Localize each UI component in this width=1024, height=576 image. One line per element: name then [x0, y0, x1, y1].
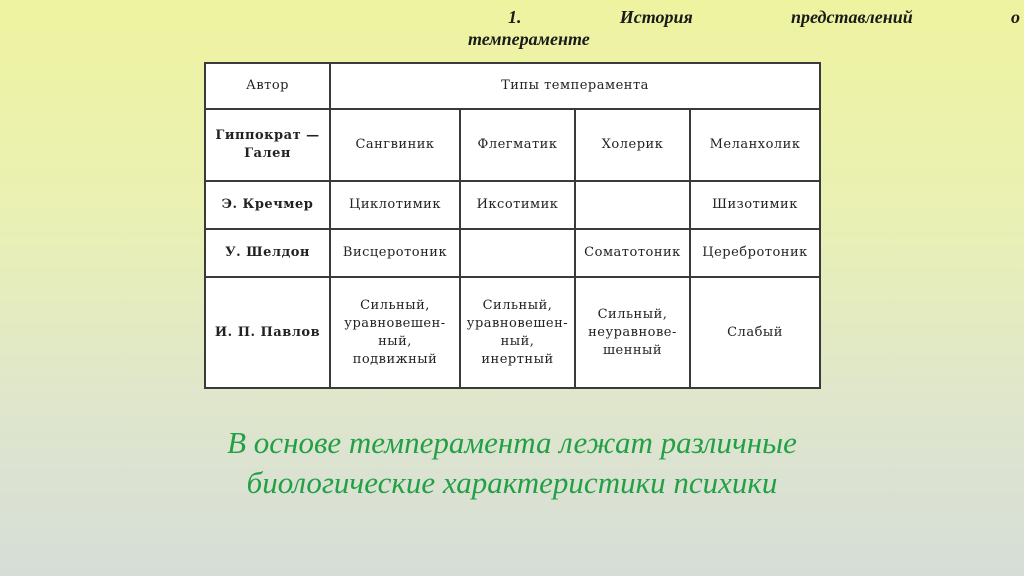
type-line: Холерик: [601, 137, 664, 152]
author-line: И. П. Павлов: [214, 324, 321, 340]
author-cell: [205, 109, 330, 181]
type-cell: [460, 229, 575, 277]
title-word-history: История: [619, 7, 693, 27]
type-cell: [330, 109, 460, 181]
subtitle-line-1: В основе темперамента лежат различные: [227, 425, 797, 460]
type-line: Слабый: [727, 324, 783, 340]
type-line: Сильный,: [482, 297, 553, 313]
title-line-2: темпераменте: [468, 29, 590, 49]
type-line: Меланхолик: [709, 137, 801, 152]
type-line: Шизотимик: [712, 197, 798, 212]
author-cell: [205, 277, 330, 388]
type-line: ный,: [500, 333, 535, 349]
author-line: Гален: [244, 146, 291, 161]
type-cell: [575, 109, 690, 181]
type-line: инертный: [481, 351, 554, 367]
type-line: Иксотимик: [476, 197, 559, 212]
type-line: Висцеротоник: [342, 245, 448, 260]
title-word-about: о: [1010, 7, 1020, 27]
type-line: уравновешен-: [466, 315, 569, 331]
subtitle-line-2: биологические характеристики психики: [246, 465, 778, 500]
table-row: [205, 109, 820, 181]
table-row: [205, 181, 820, 229]
type-cell: [690, 277, 820, 388]
type-cell: [330, 277, 460, 388]
header-author: Автор: [205, 63, 330, 109]
table-row: [205, 229, 820, 277]
type-cell: [690, 181, 820, 229]
table-row: [205, 277, 820, 388]
slide-subtitle: [0, 423, 1024, 503]
header-types: Типы темперамента: [330, 63, 820, 109]
type-line: Сильный,: [360, 297, 430, 313]
type-cell: [460, 277, 575, 388]
type-line: Сильный,: [597, 306, 668, 322]
type-line: уравновешен-: [344, 315, 446, 331]
author-cell: [205, 181, 330, 229]
slide-title: [468, 6, 1020, 50]
type-cell: [460, 109, 575, 181]
type-cell: [575, 277, 690, 388]
type-line: шенный: [602, 342, 663, 358]
type-cell: [575, 229, 690, 277]
title-word-ideas: представлений: [790, 7, 913, 27]
temperament-table: [204, 62, 821, 389]
type-line: ный,: [378, 333, 412, 349]
author-line: У. Шелдон: [225, 245, 310, 260]
type-line: Флегматик: [477, 137, 558, 152]
type-cell: [460, 181, 575, 229]
type-line: Сангвиник: [355, 137, 435, 152]
table-header-row: [205, 63, 820, 109]
type-line: неуравнове-: [588, 324, 677, 340]
type-cell: [330, 229, 460, 277]
author-line: Гиппократ —: [215, 128, 320, 143]
type-line: Циклотимик: [349, 197, 441, 212]
title-number: 1.: [508, 7, 522, 27]
type-cell: [690, 109, 820, 181]
author-cell: [205, 229, 330, 277]
type-line: Церебротоник: [702, 245, 808, 260]
author-line: Э. Кречмер: [221, 197, 314, 212]
type-line: подвижный: [352, 351, 438, 367]
type-cell: [330, 181, 460, 229]
type-line: Соматотоник: [584, 245, 681, 260]
type-cell: [575, 181, 690, 229]
type-cell: [690, 229, 820, 277]
